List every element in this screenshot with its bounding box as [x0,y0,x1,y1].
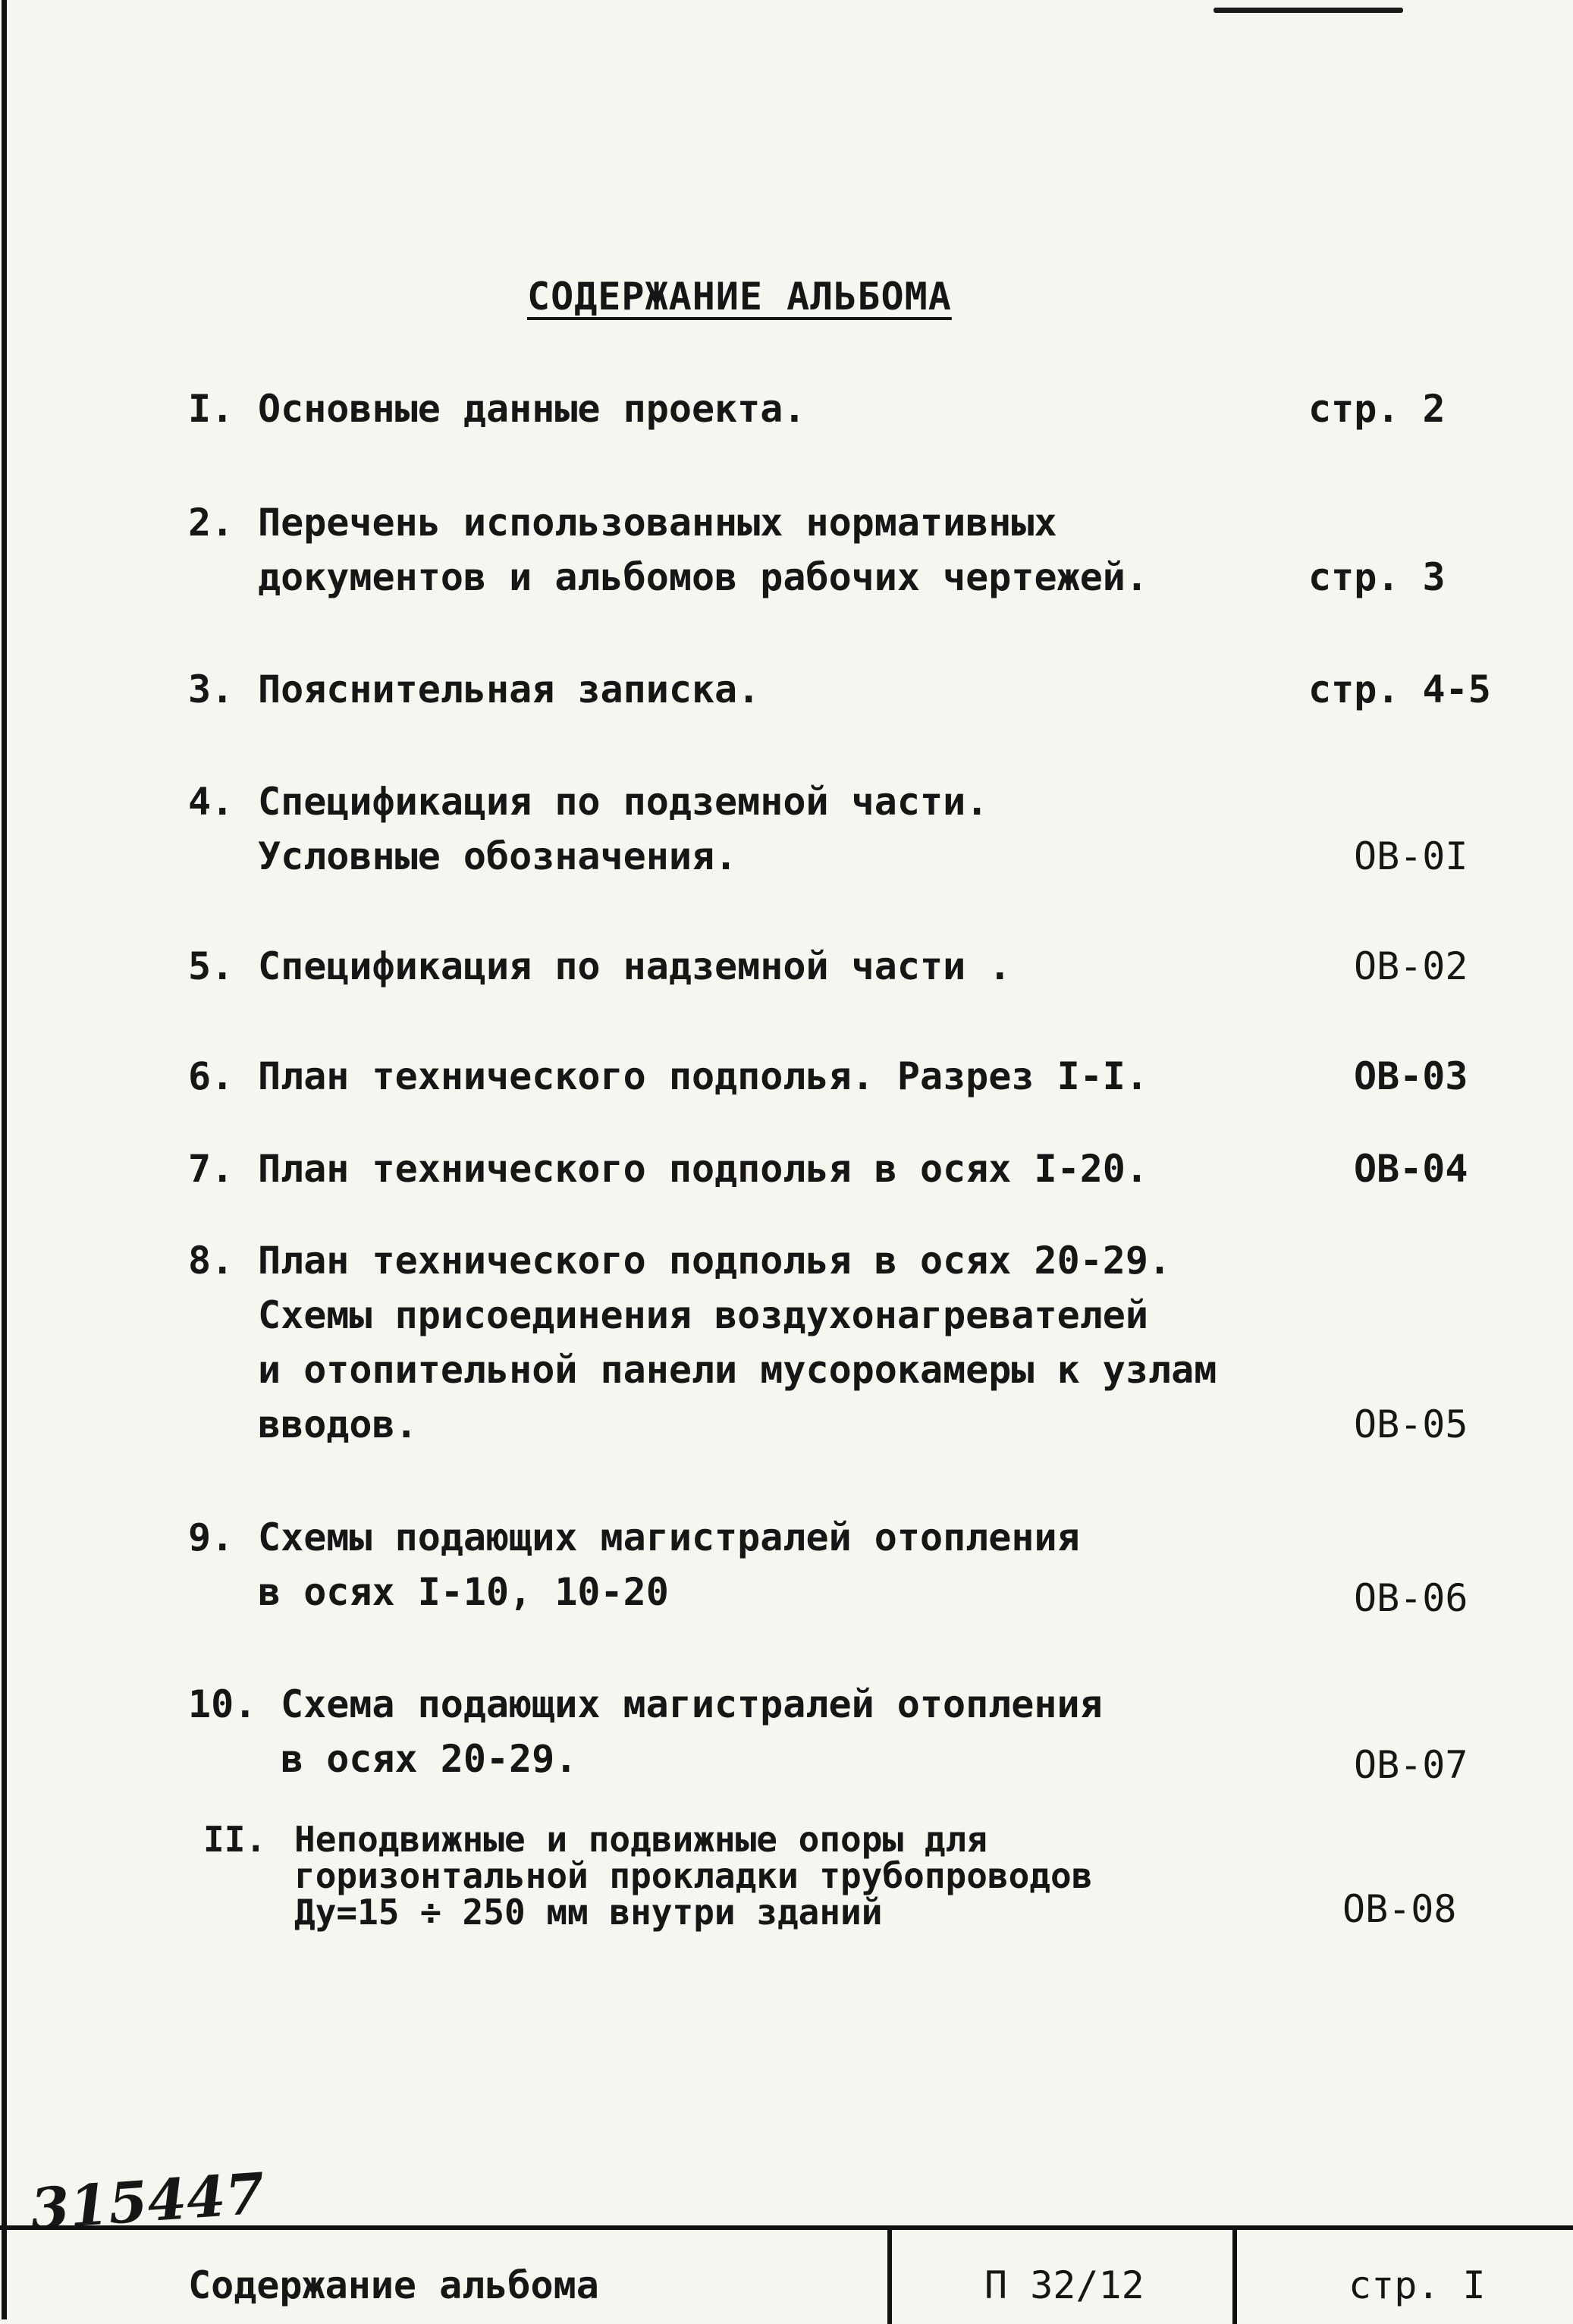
toc-item-number: 3. [188,667,234,711]
toc-item-number: II. [203,1819,267,1860]
toc-item-text: Условные обозначения. [258,834,738,878]
toc-item-text: План технического подполья. Разрез I-I. [258,1054,1148,1098]
toc-item-text: Неподвижные и подвижные опоры для [294,1819,987,1860]
toc-item-page-ref: стр. 2 [1308,387,1446,431]
toc-item-text: План технического подполья в осях I-20. [258,1147,1148,1191]
toc-item-number: 4. [188,780,234,824]
title-block [0,2225,1573,2324]
toc-item-text: Схемы присоединения воздухонагревателей [258,1293,1148,1337]
toc-item-number: 9. [188,1515,234,1559]
toc-item-sheet-ref: ОВ-07 [1354,1743,1468,1787]
document-title: СОДЕРЖАНИЕ АЛЬБОМА [527,275,952,319]
toc-item-text: Спецификация по надземной части . [258,944,1012,988]
toc-item-number: 2. [188,501,234,545]
toc-item-sheet-ref: ОВ-0I [1354,834,1468,878]
toc-item-number: 5. [188,944,234,988]
toc-item-text: Схемы подающих магистралей отопления [258,1515,1080,1559]
toc-item-text: горизонтальной прокладки трубопроводов [294,1855,1093,1896]
left-border-line [2,0,7,2319]
toc-item-text: Ду=15 ÷ 250 мм внутри зданий [294,1892,883,1933]
toc-item-text: Основные данные проекта. [258,387,806,431]
toc-item-number: 10. [188,1682,257,1726]
toc-item-text: Пояснительная записка. [258,667,761,711]
toc-item-sheet-ref: ОВ-03 [1354,1054,1468,1098]
toc-item-text: Схема подающих магистралей отопления [281,1682,1103,1726]
title-block-name: Содержание альбома [188,2263,599,2307]
toc-item-text: в осях 20-29. [281,1737,578,1781]
title-block-code: П 32/12 [984,2263,1144,2307]
toc-item-page-ref: стр. 3 [1308,555,1446,599]
toc-item-text: документов и альбомов рабочих чертежей. [258,555,1148,599]
toc-item-text: и отопительной панели мусорокамеры к узлам [258,1348,1217,1392]
toc-item-sheet-ref: ОВ-05 [1354,1402,1468,1446]
title-block-divider [887,2230,892,2324]
top-edge-mark [1214,8,1403,13]
toc-item-number: 7. [188,1147,234,1191]
toc-item-number: 6. [188,1054,234,1098]
toc-item-sheet-ref: ОВ-02 [1354,944,1468,988]
toc-item-text: вводов. [258,1402,418,1446]
toc-item-sheet-ref: ОВ-06 [1354,1576,1468,1620]
toc-item-text: Спецификация по подземной части. [258,780,989,824]
toc-item-text: в осях I-10, 10-20 [258,1570,669,1614]
toc-item-sheet-ref: ОВ-04 [1354,1147,1468,1191]
toc-item-number: I. [188,387,234,431]
toc-item-text: План технического подполья в осях 20-29. [258,1239,1172,1283]
handwritten-inventory-number: 315447 [28,2161,267,2243]
toc-item-number: 8. [188,1239,234,1283]
title-block-page: стр. I [1349,2263,1486,2307]
toc-item-page-ref: стр. 4-5 [1308,667,1491,711]
title-block-divider [1232,2230,1237,2324]
toc-item-sheet-ref: ОВ-08 [1342,1887,1457,1931]
toc-item-text: Перечень использованных нормативных [258,501,1057,545]
